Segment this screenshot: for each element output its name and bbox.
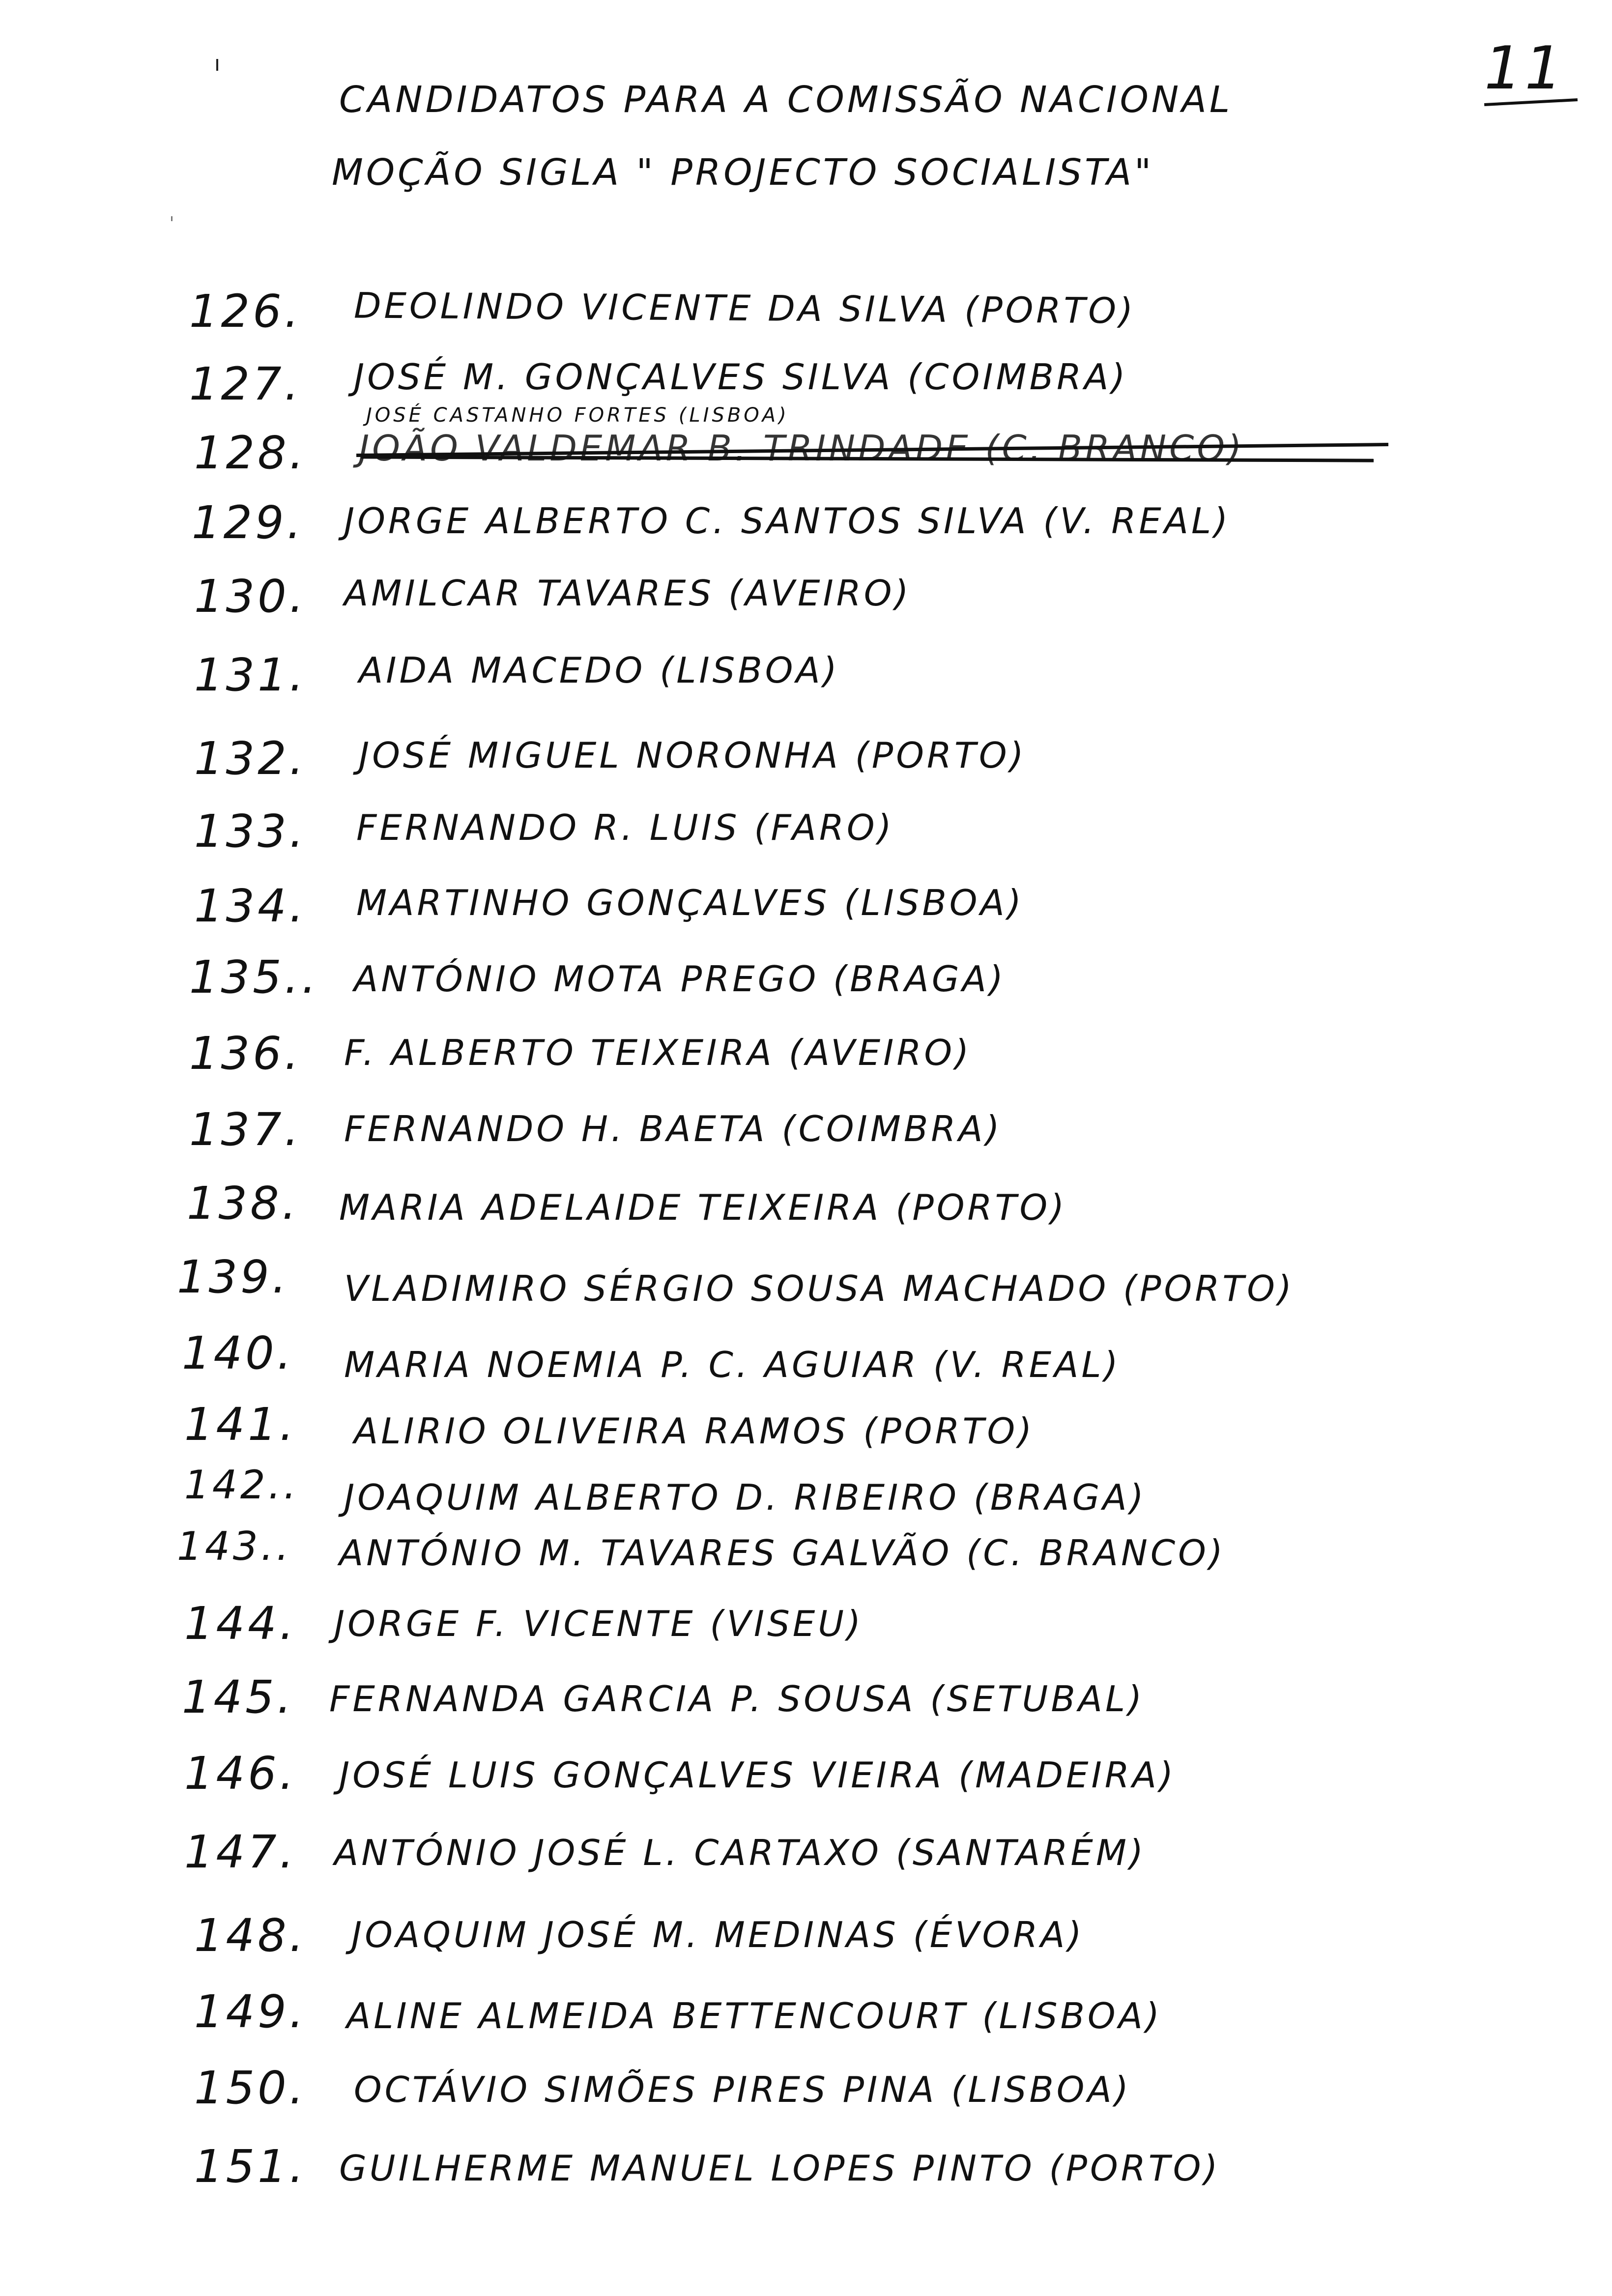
entry-name: ANTÓNIO MOTA PREGO (BRAGA)	[354, 958, 1006, 1000]
entry-number: 147.	[184, 1826, 297, 1878]
entry-name: FERNANDA GARCIA P. SOUSA (SETUBAL)	[329, 1678, 1145, 1720]
document-title-line-2: MOÇÃO SIGLA " PROJECTO SOCIALISTA"	[332, 151, 1154, 194]
entry-name: MARIA NOEMIA P. C. AGUIAR (V. REAL)	[344, 1344, 1121, 1385]
entry-number: 126.	[189, 285, 302, 338]
entry-number: 127.	[189, 358, 302, 410]
entry-number: 143..	[177, 1523, 292, 1569]
entry-number: 133.	[194, 805, 307, 858]
page-number: 11	[1484, 34, 1565, 103]
entry-name: JORGE F. VICENTE (VISEU)	[334, 1603, 864, 1644]
entry-number: 151.	[194, 2140, 307, 2193]
entry-number: 148.	[194, 1909, 307, 1962]
entry-name: AIDA MACEDO (LISBOA)	[359, 650, 840, 691]
entry-number: 136.	[189, 1027, 302, 1080]
entry-name: GUILHERME MANUEL LOPES PINTO (PORTO)	[339, 2148, 1221, 2189]
entry-number: 145.	[182, 1671, 294, 1723]
entry-number: 141.	[184, 1398, 297, 1451]
entry-name: JOAQUIM JOSÉ M. MEDINAS (ÉVORA)	[351, 1914, 1085, 1955]
entry-number: 142..	[184, 1462, 299, 1508]
entry-number: 144.	[184, 1597, 297, 1650]
entry-number: 138.	[187, 1177, 299, 1230]
entry-name: JOSÉ M. GONÇALVES SILVA (COIMBRA)	[354, 356, 1128, 398]
entry-number: 129.	[192, 496, 304, 549]
correction-note: JOSÉ CASTANHO FORTES (LISBOA)	[366, 404, 789, 427]
entry-number: 135..	[189, 951, 319, 1004]
entry-number: 139.	[177, 1251, 289, 1303]
entry-name: JOAQUIM ALBERTO D. RIBEIRO (BRAGA)	[344, 1477, 1147, 1518]
entry-name: MARIA ADELAIDE TEIXEIRA (PORTO)	[339, 1187, 1067, 1228]
entry-name: ALINE ALMEIDA BETTENCOURT (LISBOA)	[346, 1995, 1162, 2037]
entry-name: F. ALBERTO TEIXEIRA (AVEIRO)	[344, 1032, 972, 1073]
entry-name: ANTÓNIO JOSÉ L. CARTAXO (SANTARÉM)	[334, 1832, 1147, 1873]
entry-name: JOSÉ LUIS GONÇALVES VIEIRA (MADEIRA)	[339, 1754, 1177, 1796]
entry-number: 131.	[194, 649, 307, 701]
entry-name: DEOLINDO VICENTE DA SILVA (PORTO)	[353, 285, 1136, 332]
document-title-line-1: CANDIDATOS PARA A COMISSÃO NACIONAL	[339, 79, 1233, 121]
entry-number: 137.	[189, 1103, 302, 1156]
entry-number: 150.	[194, 2062, 307, 2114]
entry-name: AMILCAR TAVARES (AVEIRO)	[344, 573, 912, 614]
entry-number: 149.	[194, 1985, 307, 2038]
entry-name: FERNANDO H. BAETA (COIMBRA)	[344, 1108, 1003, 1149]
entry-name: JORGE ALBERTO C. SANTOS SILVA (V. REAL)	[344, 500, 1231, 542]
entry-name: OCTÁVIO SIMÕES PIRES PINA (LISBOA)	[354, 2069, 1131, 2110]
entry-number: 132.	[194, 732, 307, 785]
entry-name: JOSÉ MIGUEL NORONHA (PORTO)	[359, 735, 1027, 776]
entry-number: 140.	[182, 1327, 294, 1379]
entry-name: ALIRIO OLIVEIRA RAMOS (PORTO)	[354, 1410, 1035, 1452]
entry-number: 128.	[194, 427, 307, 479]
entry-number: 134.	[194, 880, 307, 932]
entry-number: 130.	[194, 570, 307, 623]
entry-number: 146.	[184, 1747, 297, 1800]
entry-name: ANTÓNIO M. TAVARES GALVÃO (C. BRANCO)	[339, 1532, 1226, 1574]
struck-entry-name: JOÃO VALDEMAR B. TRINDADE (C. BRANCO)	[359, 428, 1245, 469]
entry-name: MARTINHO GONÇALVES (LISBOA)	[356, 882, 1024, 923]
entry-name: FERNANDO R. LUIS (FARO)	[356, 807, 894, 848]
entry-name: VLADIMIRO SÉRGIO SOUSA MACHADO (PORTO)	[344, 1268, 1295, 1309]
